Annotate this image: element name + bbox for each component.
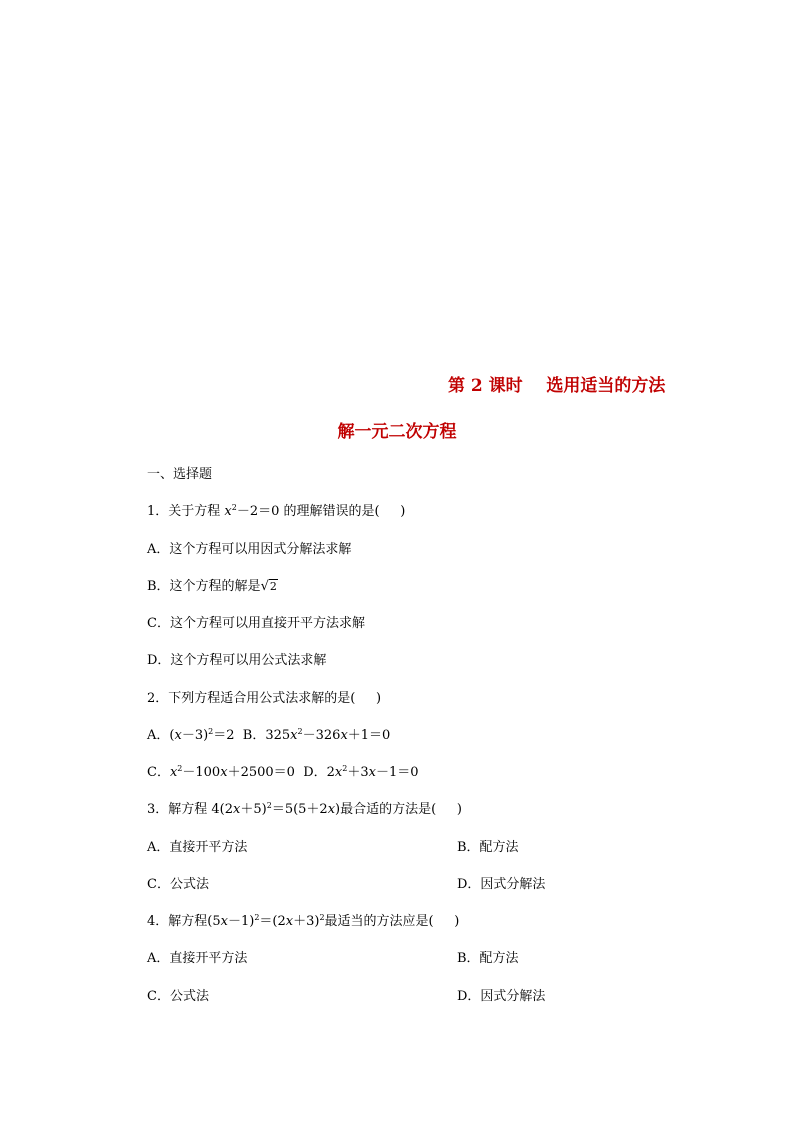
question-2-options-cd <box>147 763 419 783</box>
question-1-option-c: C．这个方程可以用直接开平方法求解 <box>147 616 365 631</box>
question-2-option-b: B．$325x^2-326x+1=0$ <box>242 727 391 743</box>
question-3-options-ab <box>147 838 519 858</box>
question-4-option-b: B．配方法 <box>457 951 519 966</box>
question-1-option-b: B．这个方程的解是√2 <box>147 577 278 597</box>
question-3-options-cd <box>147 875 546 895</box>
question-3-stem: 3．解方程 $4(2x+5)^2=5(5+2x)$最合适的方法是( ) <box>147 801 462 817</box>
question-2-option-c: C．$x^2-100x+2500=0$ <box>147 764 295 780</box>
question-3-option-a: A．直接开平方法 <box>147 840 248 855</box>
question-4-options-cd <box>147 987 546 1007</box>
lesson-title: 第 2 课时 选用适当的方法 <box>448 376 666 396</box>
question-3-option-d: D．因式分解法 <box>457 877 546 892</box>
question-4-stem: 4．解方程$(5x-1)^2=(2x+3)^2$最适当的方法应是( ) <box>147 913 460 929</box>
question-1-stem: 1．关于方程 $x^2-2=0$ 的理解错误的是( ) <box>147 503 406 519</box>
question-4-option-a: A．直接开平方法 <box>147 951 248 966</box>
question-2-option-d: D．$2x^2+3x-1=0$ <box>303 764 419 780</box>
question-2-options-ab <box>147 726 390 746</box>
question-3-option-c: C．公式法 <box>147 877 209 892</box>
section-heading: 一、选择题 <box>147 467 213 482</box>
question-1-option-d: D．这个方程可以用公式法求解 <box>147 653 327 668</box>
question-2-stem: 2．下列方程适合用公式法求解的是( ) <box>147 691 382 706</box>
lesson-subtitle: 解一元二次方程 <box>337 422 457 442</box>
square-root-symbol: √2 <box>260 579 277 594</box>
question-4-option-d: D．因式分解法 <box>457 989 546 1004</box>
question-3-option-b: B．配方法 <box>457 840 519 855</box>
question-2-option-a: A．$(x-3)^2=2$ <box>147 727 235 743</box>
question-4-options-ab <box>147 949 519 969</box>
question-1-option-a: A．这个方程可以用因式分解法求解 <box>147 542 352 557</box>
question-4-option-c: C．公式法 <box>147 989 209 1004</box>
